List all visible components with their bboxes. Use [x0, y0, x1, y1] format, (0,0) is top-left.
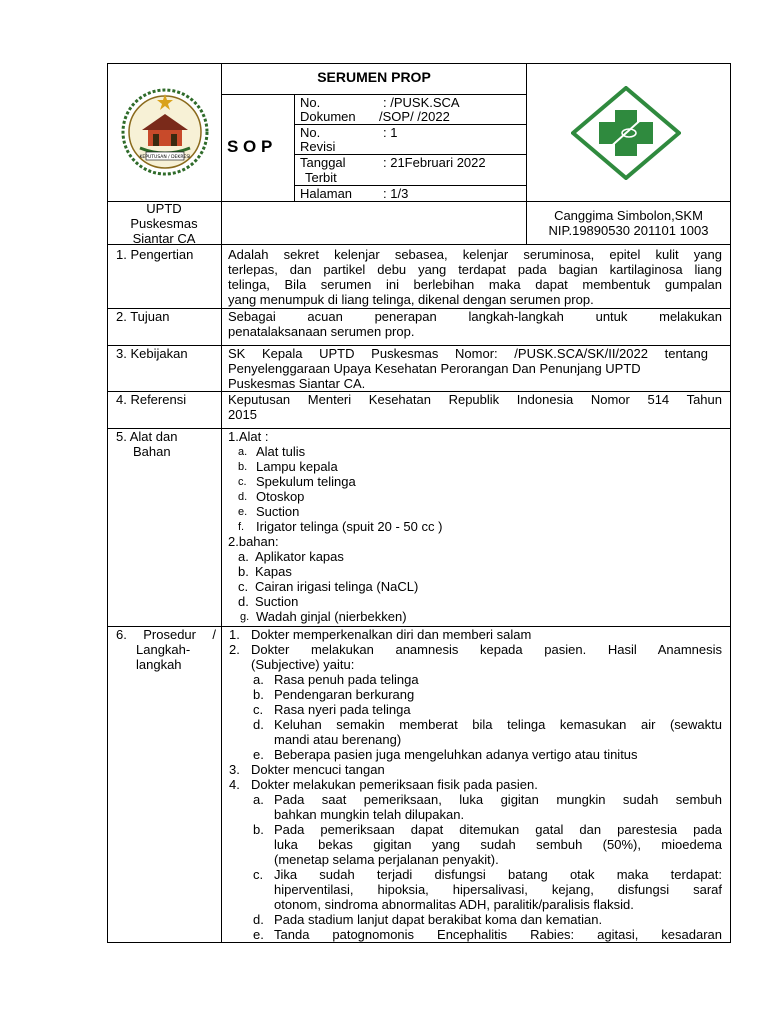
substep-text: hiperventilasi, hipoksia, hipersalivasi, kejang, disfungsi saraf [274, 882, 722, 897]
tujuan-line-2: penatalaksanaan serumen prop. [228, 324, 415, 339]
alat-item-text: Otoskop [256, 489, 305, 504]
revision-label-2: Revisi [300, 139, 336, 154]
tujuan-line-1: Sebagai acuan penerapan langkah-langkah untuk melakukan [228, 309, 722, 324]
alat-item-text: Spekulum telinga [256, 474, 356, 489]
alat-label-2: Bahan [133, 444, 171, 459]
substep-text: Tanda patognomonis Encephalitis Rabies: agitasi, kesadaran [274, 927, 722, 942]
bahan-item-marker: g. [240, 611, 250, 623]
pengertian-label: 1. Pengertian [116, 247, 194, 262]
alat-item-text: Lampu kepala [256, 459, 338, 474]
bahan-item-text: Cairan irigasi telinga (NaCL) [255, 579, 419, 594]
substep-marker: d. [253, 717, 264, 732]
org-name-line-2: Puskesmas [130, 216, 198, 231]
bahan-item-text: Wadah ginjal (nierbekken) [256, 609, 407, 624]
referensi-line-2: 2015 [228, 407, 257, 422]
substep-text: luka bekas gigitan yang sudah sembuh (50%), mioedema [274, 837, 722, 852]
table-border-left [107, 63, 108, 943]
step-number: 1. [229, 627, 240, 642]
step-text: Dokter mencuci tangan [251, 762, 385, 777]
page-value: : 1/3 [383, 186, 409, 201]
bahan-item-text: Suction [255, 594, 299, 609]
bahan-item-marker: b. [238, 564, 249, 579]
pengertian-line-4: yang menumpuk di liang telinga, dikenal dengan serumen prop. [228, 292, 594, 307]
table-border-top [107, 63, 731, 64]
kebijakan-line-1: SK Kepala UPTD Puskesmas Nomor: /PUSK.SCA/SK/II/2022 tentang [228, 346, 708, 361]
substep-marker: e. [253, 747, 264, 762]
substep-text: Pendengaran berkurang [274, 687, 415, 702]
pengertian-line-2: terlepas, dan partikel debu yang terdapat pada bagian kartilaginosa liang [228, 262, 722, 277]
org-name-line-1: UPTD [146, 201, 182, 216]
step-text: Dokter melakukan anamnesis kepada pasien. Hasil Anamnesis [251, 642, 722, 657]
bahan-item-marker: c. [238, 579, 249, 594]
doc-number-value-2: /SOP/ /2022 [379, 109, 450, 124]
prosedur-label-2: Langkah- [136, 642, 191, 657]
substep-marker: b. [253, 687, 264, 702]
alat-heading: 1.Alat : [228, 429, 269, 444]
bahan-item-marker: d. [238, 594, 249, 609]
substep-text: Rasa penuh pada telinga [274, 672, 419, 687]
info-line-1 [294, 124, 527, 125]
alat-label-1: 5. Alat dan [116, 429, 178, 444]
doc-number-label-2: Dokumen [300, 109, 356, 124]
alat-item-marker: c. [238, 476, 247, 488]
bahan-item-text: Kapas [255, 564, 292, 579]
date-value: : 21Februari 2022 [383, 155, 486, 170]
substep-marker: c. [253, 702, 264, 717]
prosedur-label-3: langkah [136, 657, 182, 672]
org-name-line-3: Siantar CA [132, 231, 196, 246]
title-row-line [221, 94, 527, 95]
tujuan-label: 2. Tujuan [116, 309, 170, 324]
alat-item-marker: b. [238, 461, 248, 473]
alat-item-text: Suction [256, 504, 300, 519]
kebijakan-line-3: Puskesmas Siantar CA. [228, 376, 366, 391]
table-border-right [730, 63, 731, 943]
alat-item-text: Alat tulis [256, 444, 306, 459]
substep-text: Keluhan semakin memberat bila telinga kemasukan air (sewaktu [274, 717, 722, 732]
substep-text: mandi atau berenang) [274, 732, 402, 747]
substep-text: bahkan mungkin telah dilupakan. [274, 807, 465, 822]
date-label-1: Tanggal [300, 155, 346, 170]
row-line-referensi [107, 428, 731, 429]
alat-item-marker: a. [238, 446, 248, 458]
step-number: 2. [229, 642, 240, 657]
substep-text: Pada stadium lanjut dapat berakibat koma dan kematian. [274, 912, 603, 927]
alat-item-marker: e. [238, 506, 248, 518]
puskesmas-cross-logo [571, 86, 681, 180]
step-text: (Subjective) yaitu: [251, 657, 355, 672]
substep-marker: e. [253, 927, 264, 942]
bahan-item-text: Aplikator kapas [255, 549, 344, 564]
step-text: Dokter memperkenalkan diri dan memberi salam [251, 627, 532, 642]
step-text: Dokter melakukan pemeriksaan fisik pada pasien. [251, 777, 538, 792]
pengertian-line-3: telinga, Bila serumen ini berlebihan maka dapat membentuk gumpalan [228, 277, 722, 292]
revision-label-1: No. [300, 125, 321, 140]
alat-item-marker: f. [238, 521, 245, 533]
doc-number-label-1: No. [300, 95, 321, 110]
col-divider-left [221, 63, 222, 943]
prosedur-label-1: 6. Prosedur / [116, 627, 216, 642]
substep-text: Jika sudah terjadi disfungsi batang otak maka terdapat: [274, 867, 722, 882]
referensi-line-1: Keputusan Menteri Kesehatan Republik Indonesia Nomor 514 Tahun [228, 392, 722, 407]
page-label: Halaman [300, 186, 353, 201]
date-label-2: Terbit [305, 170, 337, 185]
kebijakan-label: 3. Kebijakan [116, 346, 188, 361]
document-title: SERUMEN PROP [317, 69, 431, 85]
doc-number-value-1: : /PUSK.SCA [383, 95, 460, 110]
substep-marker: d. [253, 912, 264, 927]
referensi-label: 4. Referensi [116, 392, 187, 407]
substep-marker: a. [253, 792, 264, 807]
bahan-item-marker: a. [238, 549, 249, 564]
regency-seal-logo [120, 86, 210, 178]
revision-value: : 1 [383, 125, 398, 140]
alat-item-text: Irigator telinga (spuit 20 - 50 cc ) [256, 519, 443, 534]
kebijakan-line-2: Penyelenggaraan Upaya Kesehatan Perorangan Dan Penunjang UPTD [228, 361, 641, 376]
bahan-heading: 2.bahan: [228, 534, 279, 549]
step-number: 4. [229, 777, 240, 792]
substep-text: Rasa nyeri pada telinga [274, 702, 411, 717]
signatory-nip: NIP.19890530 201101 1003 [548, 223, 709, 238]
pengertian-line-1: Adalah sekret kelenjar sebasea, kelenjar seruminosa, epitel kulit yang [228, 247, 722, 262]
substep-text: Pada pemeriksaan dapat ditemukan gatal dan parestesia pada [274, 822, 722, 837]
substep-text: otonom, sindroma abnormalitas ADH, paralitik/paralisis flaksid. [274, 897, 634, 912]
alat-item-marker: d. [238, 491, 248, 503]
sop-label: S O P [227, 137, 273, 156]
substep-text: Pada saat pemeriksaan, luka gigitan mungkin sudah sembuh [274, 792, 722, 807]
table-border-bottom [107, 942, 731, 943]
substep-marker: b. [253, 822, 264, 837]
svg-text:KEPUTUSAN / DEKRESI: KEPUTUSAN / DEKRESI [139, 155, 191, 160]
step-number: 3. [229, 762, 240, 777]
substep-text: Beberapa pasien juga mengeluhkan adanya vertigo atau tinitus [274, 747, 638, 762]
substep-text: (menetap selama perjalanan penyakit). [274, 852, 499, 867]
substep-marker: a. [253, 672, 264, 687]
substep-marker: c. [253, 867, 264, 882]
signatory-name: Canggima Simbolon,SKM [554, 208, 703, 223]
